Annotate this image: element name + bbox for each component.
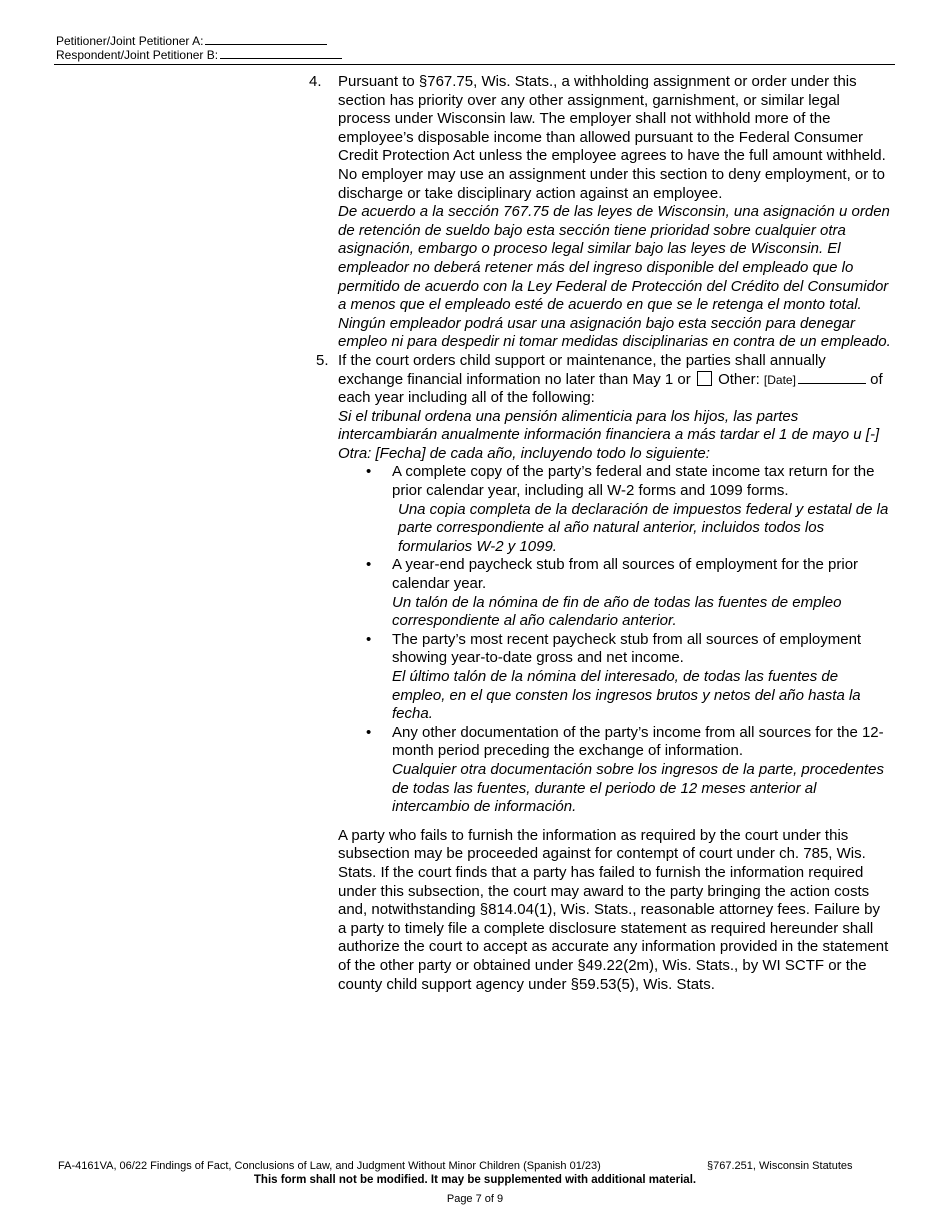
form-footer — [58, 1160, 858, 1172]
other-label: Other: — [718, 370, 760, 388]
document-body — [0, 73, 950, 994]
form-id: FA-4161VA, 06/22 Findings of Fact, Conclusions of Law, and Judgment Without Minor Children (Spanish 01/23) — [58, 1160, 601, 1172]
item-4-spanish: De acuerdo a la sección 767.75 de las leyes de Wisconsin, una asignación u orden de retención de sueldo bajo esta sección tiene prioridad sobre cualquier otra asignación, embargo o proceso legal similar bajo las leyes de Wisconsin. El empleador no deberá retener más del ingreso disponible del empleado que lo permitido de acuerdo con la Ley Federal de Protección del Crédito del Consumidor a menos que el empleado esté de acuerdo en que se le retenga el monto total. Ningún empleador podrá usar una asignación bajo esta sección para denegar empleo ni para despedir ni tomar medidas disciplinarias en contra de un empleado. — [338, 203, 891, 351]
date-field-blank[interactable] — [798, 371, 866, 384]
list-item — [0, 631, 950, 724]
modification-notice: This form shall not be modified. It may be supplemented with additional material. — [253, 1174, 697, 1186]
item-5-english-part1: If the court orders child support or maintenance, the parties shall annually exchange financial information no later than May 1 or — [338, 351, 826, 388]
bullet-english: Any other documentation of the party’s income from all sources for the 12-month period preceding the exchange of information. — [392, 723, 884, 760]
respondent-blank — [220, 47, 342, 59]
item-4-number: 4. — [309, 73, 322, 90]
petitioner-blank — [205, 33, 327, 45]
item-5 — [0, 352, 950, 464]
bullet-spanish: Un talón de la nómina de fin de año de todas las fuentes de empleo correspondiente al año calendario anterior. — [392, 593, 842, 630]
bullet-english: A complete copy of the party’s federal and state income tax return for the prior calendar year, including all W-2 forms and 1099 forms. — [392, 463, 875, 500]
bullet-icon: • — [366, 630, 372, 648]
page-number: Page 7 of 9 — [446, 1193, 504, 1205]
other-date-checkbox[interactable] — [697, 371, 712, 386]
financial-documents-list — [0, 463, 950, 816]
bullet-icon: • — [366, 723, 372, 741]
item-5-spanish: Si el tribunal ordena una pensión alimenticia para los hijos, las partes intercambiarán anualmente información financiera a más tardar el 1 de mayo u [-] Otra: [Fecha] de cada año, incluyendo todo lo siguiente: — [338, 407, 880, 462]
respondent-label: Respondent/Joint Petitioner B: — [56, 48, 219, 62]
list-item — [0, 463, 950, 556]
petitioner-label: Petitioner/Joint Petitioner A: — [56, 34, 204, 48]
header-divider — [54, 64, 895, 65]
bullet-spanish: Una copia completa de la declaración de impuestos federal y estatal de la parte correspondiente al año natural anterior, incluidos todos los formularios W-2 y 1099. — [398, 500, 889, 555]
item-4 — [0, 73, 950, 352]
item-5-number: 5. — [316, 351, 329, 369]
bullet-icon: • — [366, 463, 372, 481]
contempt-paragraph: A party who fails to furnish the information as required by the court under this subsection may be proceeded against for contempt of court under ch. 785, Wis. Stats. If the court finds that a party has failed to furnish the information required under this subsection, the court may award to the party bringing the action costs and, notwithstanding §814.04(1), Wis. Stats., reasonable attorney fees. Failure by a party to timely file a complete disclosure statement as required hereunder shall authorize the court to accept as accurate any information provided in the statement of the other party or obtained under §49.22(2m), Wis. Stats., by WI SCTF or the county child support agency under §59.53(5), Wis. Stats. — [338, 826, 889, 993]
list-item — [0, 724, 950, 817]
bullet-english: The party’s most recent paycheck stub from all sources of employment showing year-to-date gross and net income. — [392, 630, 862, 667]
bullet-icon: • — [366, 556, 372, 574]
bullet-spanish: Cualquier otra documentación sobre los ingresos de la parte, procedentes de todas las fuentes, durante el periodo de 12 meses anterior al intercambio de información. — [392, 760, 884, 816]
respondent-header — [56, 47, 342, 62]
petitioner-header — [56, 33, 327, 48]
statute-reference: §767.251, Wisconsin Statutes — [707, 1160, 853, 1172]
date-field-placeholder[interactable]: [Date] — [763, 372, 796, 387]
bullet-spanish: El último talón de la nómina del interesado, de todas las fuentes de empleo, en el que consten los ingresos brutos y netos del año hasta la fecha. — [392, 668, 861, 723]
item-4-english: Pursuant to §767.75, Wis. Stats., a withholding assignment or order under this section has priority over any other assignment, garnishment, or similar legal process under Wisconsin law. The employer shall not withhold more of the employee’s disposable income than allowed pursuant to the Federal Consumer Credit Protection Act unless the employee agrees to have the full amount withheld. No employer may use an assignment under this section to deny employment, or to discharge or take disciplinary action against an employee. — [338, 73, 886, 202]
item-5-english-part2: of each year including all of the following: — [338, 370, 883, 407]
list-item — [0, 556, 950, 630]
bullet-english: A year-end paycheck stub from all sources of employment for the prior calendar year. — [392, 556, 859, 593]
item-5-english — [338, 352, 892, 408]
